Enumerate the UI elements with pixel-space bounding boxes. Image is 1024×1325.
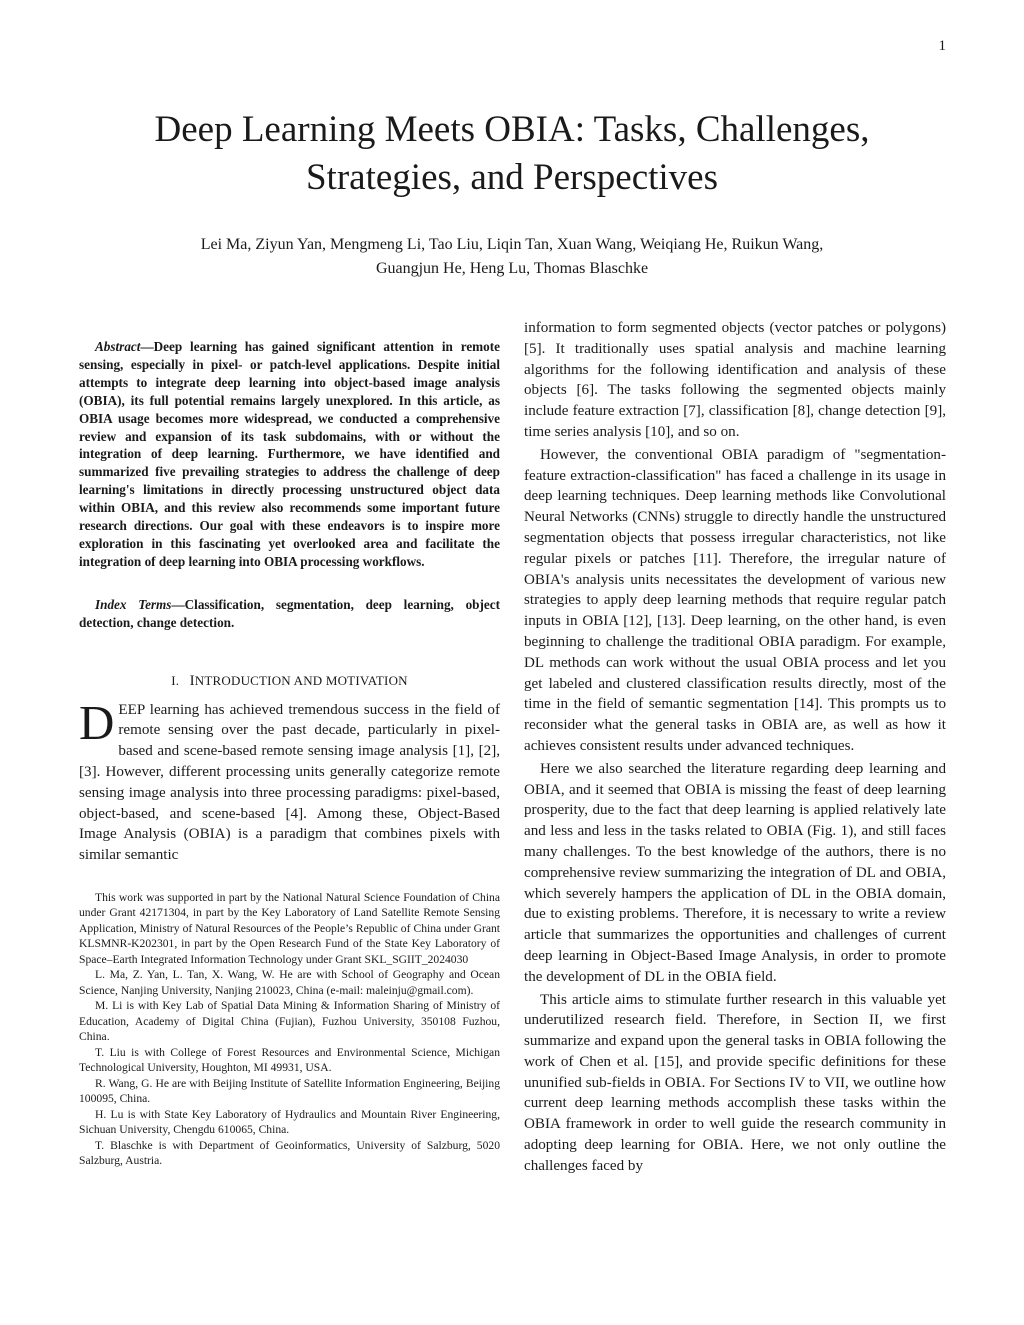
index-terms-text: Classification, segmentation, deep learning, object detection, change detection. bbox=[79, 596, 500, 630]
right-column bbox=[524, 318, 946, 1179]
body-paragraph: This article aims to stimulate further research in this valuable yet underutilized research field. Therefore, in Section II, we first summarize and expand upon the general tasks in OBIA following the work of Chen et al. [15], and provide specific definitions for these ununified sub-fields in OBIA. For Sections IV to VII, we outline how current deep learning methods accomplish these tasks within the OBIA framework in order to well guide the research community in adopting deep learning for OBIA. Here, we not only outline the challenges faced by bbox=[524, 991, 946, 1174]
index-terms-dash: — bbox=[171, 596, 185, 612]
abstract bbox=[79, 338, 500, 571]
section-title-initial: I bbox=[189, 672, 195, 689]
footnote-affiliation: L. Ma, Z. Yan, L. Tan, X. Wang, W. He are with School of Geography and Ocean Science, Nanjing University, Nanjing 210023, China (e-mail: maleinju@gmail.com). bbox=[79, 968, 500, 997]
intro-text: EEP learning has achieved tremendous success in the field of remote sensing over the past decade, particularly in pixel-based and scene-based remote sensing image analysis [1], [2], [3]. However, different processing units generally categorize remote sensing image analysis into three processing paradigms: pixel-based, object-based, and scene-based [4]. Among these, Object-Based Image Analysis (OBIA) is a paradigm that combines pixels with similar semantic bbox=[79, 701, 500, 864]
footnotes bbox=[79, 890, 500, 1169]
footnote-affiliation: H. Lu is with State Key Laboratory of Hydraulics and Mountain River Engineering, Sichuan University, Chengdu 610065, China. bbox=[79, 1107, 500, 1137]
footnote-affiliation: M. Li is with Key Lab of Spatial Data Mining & Information Sharing of Ministry of Education, Academy of Digital China (Fujian), Fuzhou University, 350108 Fuzhou, China. bbox=[79, 999, 500, 1044]
footnote-affiliation: R. Wang, G. He are with Beijing Institute of Satellite Information Engineering, Beijing 100095, China. bbox=[79, 1076, 500, 1106]
page-number: 1 bbox=[938, 38, 946, 54]
authors-line-1: Lei Ma, Ziyun Yan, Mengmeng Li, Tao Liu, Liqin Tan, Xuan Wang, Weiqiang He, Ruikun Wang, bbox=[200, 236, 824, 253]
index-terms-label: Index Terms bbox=[95, 596, 172, 612]
section-title-rest: NTRODUCTION AND MOTIVATION bbox=[194, 672, 408, 688]
authors-line-2: Guangjun He, Heng Lu, Thomas Blaschke bbox=[375, 260, 649, 277]
abstract-label: Abstract bbox=[95, 339, 141, 354]
intro-paragraph bbox=[79, 694, 500, 866]
body-paragraph: However, the conventional OBIA paradigm of "segmentation-feature extraction-classification" has faced a challenge in its usage in deep learning techniques. Deep learning methods like Convolutional Neural Networks (CNNs) struggle to directly handle the unstructured segmentation objects that possess irregular characteristics, not like regular pixels or patches [11]. Therefore, the irregular nature of OBIA's analysis units necessitates the development of various new strategies to apply deep learning methods that require regular patch inputs in OBIA [12], [13]. Deep learning, on the other hand, is even beginning to challenge the traditional OBIA paradigm. For example, DL methods can work without the usual OBIA process and let you get labeled and clustered classification results directly, most of the time in the field of semantic segmentation [14]. This prompts us to reconsider what the general tasks in OBIA are, as well as how it achieves consistent results under advanced techniques. bbox=[524, 446, 946, 754]
title-line-1: Deep Learning Meets OBIA: Tasks, Challenges, bbox=[154, 109, 870, 150]
abstract-dash: — bbox=[140, 339, 154, 354]
body-paragraph: Here we also searched the literature regarding deep learning and OBIA, and it seemed that OBIA is missing the feast of deep learning prosperity, due to the fact that deep learning is applied relatively late and less and less in the tasks related to OBIA (Fig. 1), and still faces many challenges. To the best knowledge of the authors, there is no comprehensive review summarizing the integration of DL and OBIA, which severely hampers the application of DL in the OBIA domain, due to existing problems. Therefore, it is necessary to write a review article that summarizes the opportunities and challenges of current deep learning in Object-Based Image Analysis, in order to promote the development of DL in the OBIA field. bbox=[524, 760, 946, 985]
paper-title bbox=[60, 106, 964, 202]
footnote-funding: This work was supported in part by the National Natural Science Foundation of China under Grant 42171304, in part by the Key Laboratory of Land Satellite Remote Sensing Application, Ministry of Natural Resources of the People’s Republic of China under Grant KLSMNR-K202301, in part by the Open Research Fund of the State Key Laboratory of Space–Earth Integrated Information Technology under Grant SKL_SGIIT_2024030 bbox=[79, 890, 500, 966]
footnote-affiliation: T. Blaschke is with Department of Geoinformatics, University of Salzburg, 5020 Salzburg, Austria. bbox=[79, 1138, 500, 1168]
section-number: I. bbox=[171, 672, 180, 688]
left-column bbox=[79, 338, 500, 1169]
author-list bbox=[90, 233, 934, 281]
section-heading-introduction bbox=[79, 673, 500, 690]
index-terms bbox=[79, 596, 500, 632]
footnote-affiliation: T. Liu is with College of Forest Resources and Environmental Science, Michigan Technological University, Houghton, MI 49931, USA. bbox=[79, 1045, 500, 1075]
title-line-2: Strategies, and Perspectives bbox=[305, 157, 719, 198]
abstract-text: Deep learning has gained significant attention in remote sensing, especially in pixel- or patch-level applications. Despite initial attempts to integrate deep learning into object-based image analysis (OBIA), its full potential remains largely unexplored. In this article, as OBIA usage becomes more widespread, we conducted a comprehensive review and expansion of its task subdomains, with or without the integration of deep learning. Furthermore, we have identified and summarized five prevailing strategies to address the challenge of deep learning's limitations in directly processing unstructured object data within OBIA, and this review also recommends some important future research directions. Our goal with these endeavors is to inspire more exploration in this fascinating yet overlooked area and facilitate the integration of deep learning into OBIA processing workflows. bbox=[79, 339, 500, 569]
drop-cap: D bbox=[79, 694, 115, 750]
body-paragraph: information to form segmented objects (vector patches or polygons) [5]. It traditionally uses spatial analysis and machine learning algorithms for the following identification and analysis of these objects [6]. The tasks following the segmented objects mainly include feature extraction [7], classification [8], change detection [9], time series analysis [10], and so on. bbox=[524, 320, 946, 440]
